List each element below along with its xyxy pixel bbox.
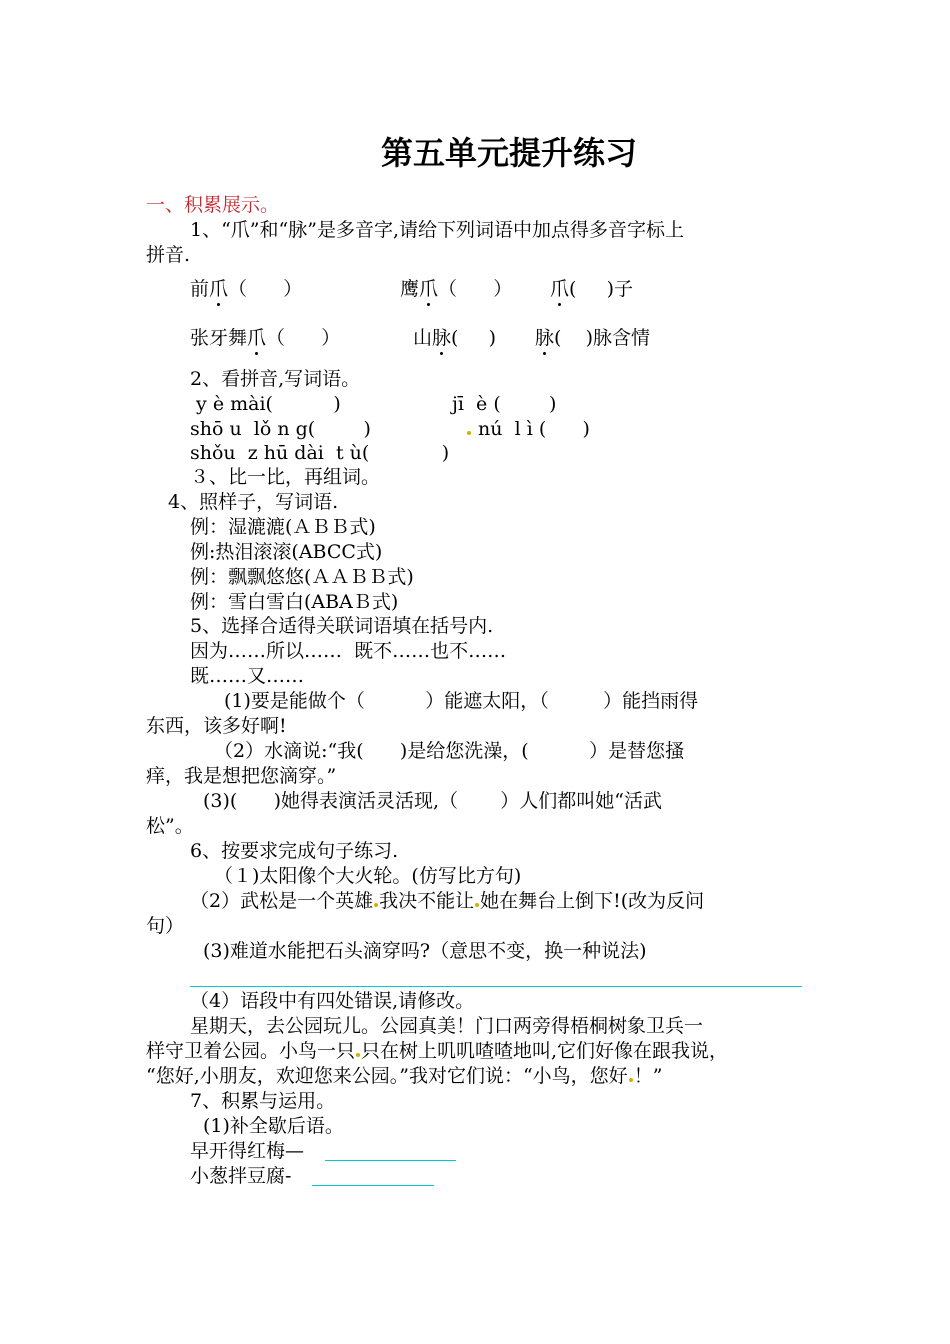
answer-line xyxy=(190,986,802,987)
q1-item: 爪( )子 xyxy=(550,278,634,300)
q6-item: (3)难道水能把石头滴穿吗?（意思不变，换一种说法) xyxy=(203,940,647,962)
q5-sentence-cont: 松”。 xyxy=(146,815,194,837)
q1-item: 鹰爪（ ） xyxy=(400,278,513,300)
answer-line xyxy=(312,1185,434,1186)
xiehouyu-item: 早开得红梅— xyxy=(190,1140,305,1162)
example-line: 例：飘飘悠悠(ＡＡＢＢ式) xyxy=(190,566,414,588)
q6-heading: 6、按要求完成句子练习. xyxy=(190,840,399,862)
example-line: 例：湿漉漉(ＡＢＢ式) xyxy=(190,516,376,538)
page-title: 第五单元提升练习 xyxy=(380,134,637,172)
q1-item: 张牙舞爪（ ） xyxy=(190,327,341,349)
q7-heading: 7、积累与运用。 xyxy=(190,1090,336,1112)
q5-options: 既……又…… xyxy=(190,665,305,687)
q1-item: 脉( )脉含情 xyxy=(535,327,650,349)
pinyin-item: shō u lǒ n g( ) xyxy=(190,418,371,440)
q7-sub: (1)补全歇后语。 xyxy=(203,1115,344,1137)
q5-sentence-cont: 痒，我是想把您滴穿。” xyxy=(146,765,337,787)
q4-heading: 4、照样子，写词语. xyxy=(168,491,339,513)
q1-prompt-cont: 拼音. xyxy=(146,244,191,266)
example-line: 例：雪白雪白(ABAＢ式) xyxy=(190,591,399,613)
yellow-dot-mark xyxy=(467,431,471,435)
q5-sentence: (1)要是能做个（ ）能遮太阳，（ ）能挡雨得 xyxy=(224,690,699,712)
q1-prompt: 1、“爪”和“脉”是多音字,请给下列词语中加点得多音字标上 xyxy=(190,219,684,241)
answer-line xyxy=(325,1160,456,1161)
yellow-dot-mark xyxy=(374,903,378,907)
passage-line: 样守卫着公园。小鸟一只 只在树上叽叽喳喳地叫,它们好像在跟我说， xyxy=(146,1040,729,1062)
q5-options: 因为……所以…… 既不……也不…… xyxy=(190,640,507,662)
q6-item: （１)太阳像个大火轮。(仿写比方句) xyxy=(214,865,522,887)
pinyin-item: nú l ì ( ) xyxy=(466,417,590,441)
q1-item: 山脉( ) xyxy=(413,327,497,349)
xiehouyu-item: 小葱拌豆腐- xyxy=(190,1165,292,1187)
q2-heading: 2、看拼音,写词语。 xyxy=(190,368,361,390)
section-heading: 一、积累展示。 xyxy=(146,194,280,216)
q6-item: （2）武松是一个英雄 我决不能让 她在舞台上倒下!(改为反问 xyxy=(190,890,705,912)
pinyin-item: y è mài( ) xyxy=(190,393,341,415)
passage-line: 星期天，去公园玩儿。公园真美！门口两旁得梧桐树象卫兵一 xyxy=(190,1015,704,1037)
yellow-dot-mark xyxy=(629,1078,633,1082)
pinyin-item: shǒu z hū dài t ù( ) xyxy=(190,442,450,464)
pinyin-item: jī è ( ) xyxy=(452,393,557,415)
passage-line: “您好,小朋友，欢迎您来公园。”我对它们说：“小鸟，您好 ！” xyxy=(146,1065,663,1087)
example-line: 例:热泪滚滚(ABCC式) xyxy=(190,541,383,563)
yellow-dot-mark xyxy=(356,1053,360,1057)
yellow-dot-mark xyxy=(475,903,479,907)
q1-item: 前爪（ ） xyxy=(190,278,303,300)
q3-heading: ３、比一比，再组词。 xyxy=(190,466,381,488)
q5-sentence: （2）水滴说:“我( )是给您洗澡，( ）是替您搔 xyxy=(214,740,685,762)
q6-item: （4）语段中有四处错误,请修改。 xyxy=(190,990,475,1012)
q6-item-cont: 句） xyxy=(146,915,185,937)
q5-sentence-cont: 东西，该多好啊! xyxy=(146,715,287,737)
q5-sentence: (3)( )她得表演活灵活现,（ ）人们都叫她“活武 xyxy=(203,790,663,812)
q5-heading: 5、选择合适得关联词语填在括号内. xyxy=(190,615,494,637)
